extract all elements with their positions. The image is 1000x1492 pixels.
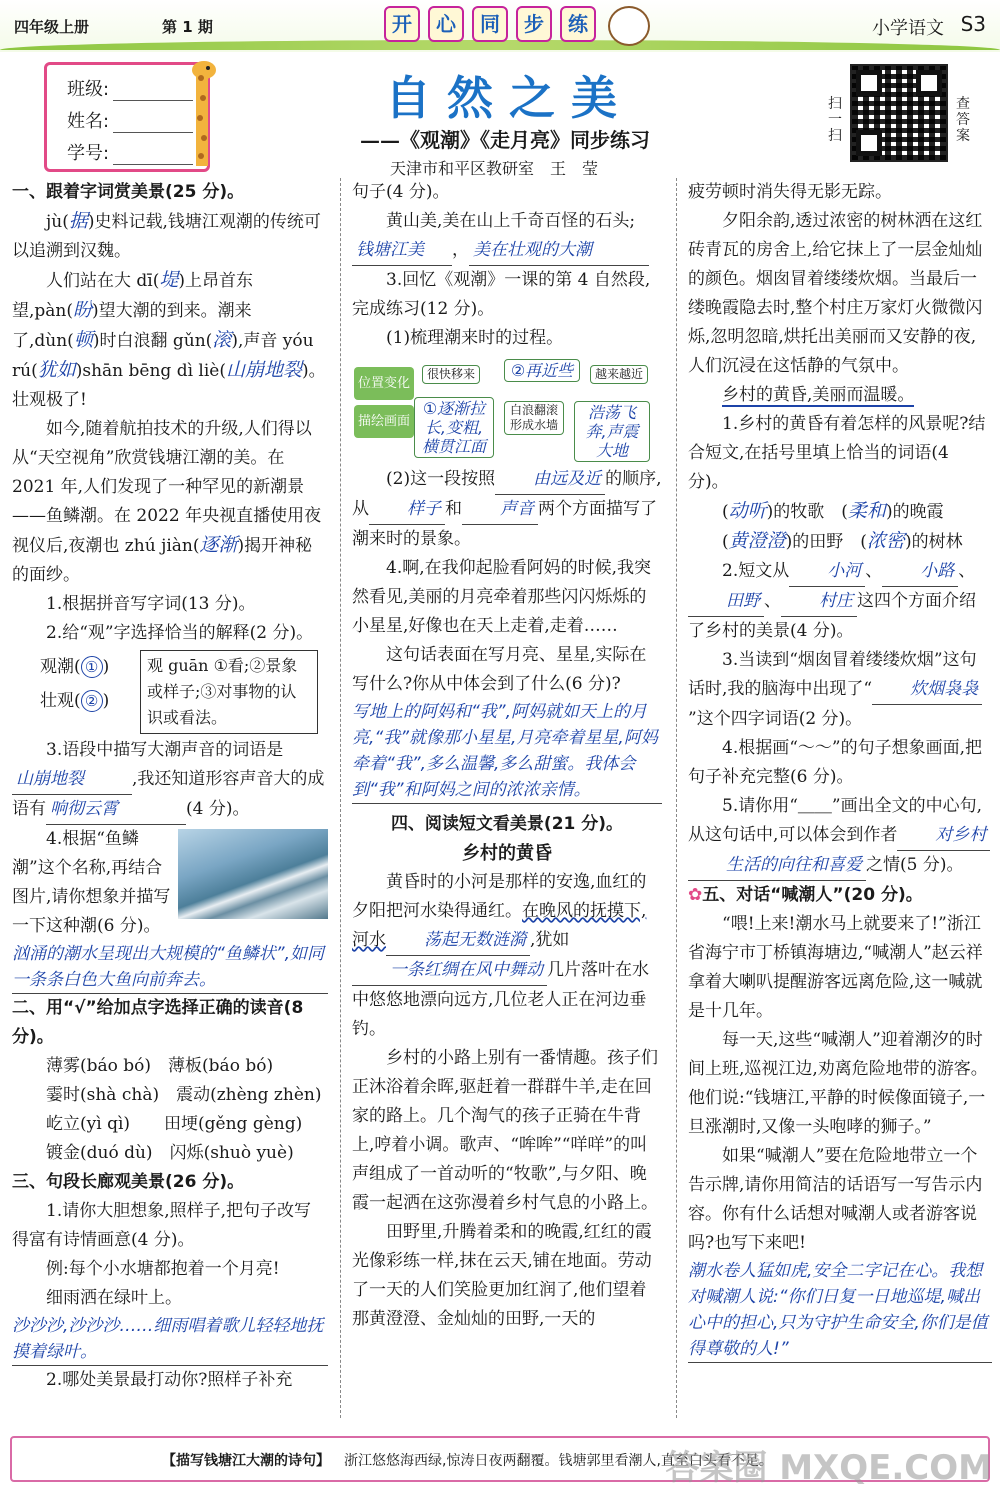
definition-box: 观 guān ①看;②景象或样子;③对事物的认识或看法。 (140, 650, 318, 734)
pronunciation-row: 屹立(yì qì) 田埂(gěng gèng) (46, 1114, 303, 1134)
qr-finder (916, 70, 942, 96)
brand-char: 步 (516, 6, 552, 42)
definition-question (12, 650, 328, 734)
essay-paragraph: 乡村的小路上别有一番情趣。孩子们正沐浴着余晖,驱赶着一群群牛羊,走在回家的路上。几个淘气的孩子正骑在牛背上,哼着小调。歌声、“哞哞”“咩咩”的叫声组成了一首动听的“牧歌”,与夕阳、晚霞一起洒在这弥漫着乡村气息的小路上。 (352, 1048, 658, 1213)
example-sentence: 例:每个小水塘都抱着一个月亮! (46, 1259, 280, 1279)
answer-blank[interactable]: 响彻云霄 (46, 795, 186, 825)
question: 2.哪处美景最打动你?照样子补充 (46, 1370, 293, 1390)
question-blanks: 山崩地裂 ,我还知道形容声音大的成语有 响彻云霄 (4 分)。 (12, 765, 328, 825)
brand-char: 开 (384, 6, 420, 42)
handwritten-answer[interactable]: 黄澄澄 (728, 530, 786, 552)
passage-paragraph: 每一天,这些“喊潮人”迎着潮汐的时间上班,巡视江边,劝离危险地带的游客。他们说:“钱塘江,平静的时候像面镜子,一旦涨潮时,又像一头咆哮的狮子。” (688, 1030, 988, 1137)
class-field (67, 75, 193, 101)
question: 如果“喊潮人”要在危险地带立一个告示牌,请你用简洁的话语写一写告示内容。你有什么话想对喊潮人或者游客说吗?也写下来吧! (688, 1146, 983, 1253)
answer-blank[interactable]: 对乡村 (897, 821, 990, 851)
section-3-heading: 三、句段长廊观美景(26 分)。 (12, 1172, 245, 1192)
answer-blank[interactable]: 村庄 (781, 587, 857, 617)
question: (1)梳理潮来时的过程。 (386, 328, 564, 348)
question: 1.乡村的黄昏有着怎样的风景呢?结合短文,在括号里填上恰当的词语(4 分)。 (688, 414, 986, 492)
passage-paragraph: jù(据)史料记载,钱塘江观潮的传统可以追溯到汉魏。 (12, 210, 321, 261)
column-3 (688, 178, 992, 1363)
question: 1.根据拼音写字词(13 分)。 (46, 594, 256, 614)
qr-finder (856, 130, 882, 156)
author-line: 天津市和平区教研室 王 莹 (390, 159, 599, 178)
passage-paragraph: 人们站在大 dī(堤)上昂首东望,pàn(盼)望大潮的到来。潮来了,dùn(顿)时白浪翻 gǔn(滚),声音 yóu rú(犹如)shān bēng dì liè(山崩地裂)。壮观极了! (12, 269, 326, 410)
handwritten-answer: 堤 (159, 269, 179, 291)
qr-finder (856, 70, 882, 96)
page-title: 自然之美 (385, 71, 633, 125)
column-2 (352, 178, 662, 1334)
section-1-heading: 一、跟着字词赏美景(25 分)。 (12, 182, 245, 202)
circled-answer: ② (81, 690, 103, 712)
choice-list: 观潮( ① ) 壮观( ② ) (40, 657, 110, 711)
id-field (67, 139, 193, 165)
poem-label: 【描写钱塘江大潮的诗句】 (162, 1453, 330, 1469)
question: 4.根据“鱼鳞潮”这个名称,再结合图片,请你想象并描写一下这种潮(6 分)。 (12, 829, 171, 936)
answer-blank[interactable]: 钱塘江美 (352, 236, 452, 266)
question: 3.语段中描写大潮声音的词语是 (46, 740, 284, 760)
handwritten-answer[interactable]: 柔和 (847, 500, 886, 522)
written-answer[interactable]: 潮水卷人猛如虎,安全二字记在心。我想对喊潮人说:“你们日复一日地巡堤,喊出心中的担心,只为守护生命安全,你们是值得尊敬的人!” (688, 1258, 992, 1363)
written-answer[interactable]: 写地上的阿妈和“我”,阿妈就如天上的月亮,“我”就像那小星星,月亮牵着星星,阿妈牵着“我”,多么温馨,多么甜蜜。我体会到“我”和阿妈之间的浓浓亲情。 (352, 699, 662, 804)
passage-paragraph: “喂!上来!潮水马上就要来了!”浙江省海宁市丁桥镇海塘边,“喊潮人”赵云祥拿着大喇叭提醒游客远离危险,这一喊就是十几年。 (688, 914, 983, 1021)
diagram-box: 白浪翻滚形成水墙 (504, 401, 564, 435)
fill-row: (黄澄澄)的田野 (浓密)的树林 (722, 530, 963, 552)
pronunciation-row: 霎时(shà chà) 震动(zhèng zhèn) (46, 1085, 322, 1105)
subject-label: 小学语文 (872, 18, 944, 39)
question: 4.啊,在我仰起脸看阿妈的时候,我突然看见,美丽的月亮牵着那些闪闪烁烁的小星星,好像也在天上走着,走着…… (352, 558, 652, 636)
section-5-heading: ✿五、对话“喊潮人”(20 分)。 (688, 885, 923, 905)
name-label: 姓名: (67, 111, 110, 132)
cow-mascot-icon (608, 6, 650, 46)
answer-blank[interactable]: 荡起无数涟漪 (386, 926, 530, 956)
grade-label: 四年级上册 (14, 18, 90, 36)
example-sentence: 细雨洒在绿叶上。 (46, 1288, 182, 1308)
answer-blank[interactable]: 炊烟袅袅 (872, 675, 982, 705)
written-answer[interactable]: 沙沙沙,沙沙沙……细雨唱着歌儿轻轻地抚摸着绿叶。 (12, 1313, 328, 1366)
question: 2.给“观”字选择恰当的解释(2 分)。 (46, 623, 314, 643)
diagram-box: 浩荡飞奔,声震大地 (574, 401, 650, 462)
essay-paragraph: 田野里,升腾着柔和的晚霞,红红的霞光像彩练一样,抹在云天,铺在地面。劳动了一天的人们笑脸更加红润了,他们望着那黄澄澄、金灿灿的田野,一天的 (352, 1222, 652, 1329)
question: 这句话表面在写月亮、星星,实际在写什么?你从中体会到了什么(6 分)? (352, 645, 647, 694)
answer-blank[interactable]: 声音 (462, 495, 538, 525)
rabbit-icon: ✿ (688, 885, 703, 905)
essay-paragraph: 黄昏时的小河是那样的安逸,血红的夕阳把河水染得通红。在晚风的抚摸下,河水 荡起无数涟漪 ,犹如一条红绸在风中舞动 几片落叶在水中悠悠地漂向远方,几位老人正在河边垂钓。 (352, 872, 649, 1039)
page-header (0, 0, 1000, 52)
handwritten-answer: 盼 (73, 299, 93, 321)
fill-row: (动听)的牧歌 (柔和)的晚霞 (722, 500, 944, 522)
question-blanks: 5.请你用“＿＿”画出全文的中心句,从这句话中,可以体会到作者 对乡村生活的向往和喜爱 之情(5 分)。 (688, 792, 992, 881)
question: 3.回忆《观潮》一课的第 4 自然段,完成练习(12 分)。 (352, 270, 651, 319)
page-subtitle: ——《观潮》《走月亮》同步练习 (360, 128, 650, 152)
answer-blank[interactable]: 由远及近 (495, 465, 605, 495)
brand-char: 心 (428, 6, 464, 42)
question: 4.根据画“～～”的句子想象画面,把句子补充完整(6 分)。 (688, 738, 983, 787)
qr-answer-label: 查答案 (956, 96, 970, 144)
poem-text: 浙江悠悠海西绿,惊涛日夜两翻覆。钱塘郭里看潮人,直至白头看不足。 (344, 1453, 773, 1469)
class-label: 班级: (67, 79, 110, 100)
handwritten-answer: 山崩地裂 (226, 359, 303, 381)
example-sentence: 黄山美,美在山上千奇百怪的石头; (386, 211, 636, 231)
giraffe-icon (182, 58, 222, 174)
watermark: 答案圈 MXQE.COM (665, 1448, 992, 1488)
answer-blank[interactable]: 山崩地裂 (12, 765, 132, 795)
handwritten-answer: 逐渐 (199, 534, 238, 556)
qr-scan-label: 扫一扫 (828, 96, 842, 144)
question: 1.请你大胆想象,照样子,把句子改写得富有诗情画意(4 分)。 (12, 1201, 312, 1250)
essay-title: 乡村的黄昏 (462, 843, 552, 864)
brand-char: 同 (472, 6, 508, 42)
answer-blank[interactable]: 田野 (688, 587, 764, 617)
diagram-box: ①逐渐拉长,变粗,横贯江面 (414, 397, 494, 458)
answer-blank[interactable]: 美在壮观的大潮 (469, 236, 649, 266)
pronunciation-row: 镀金(duó dù) 闪烁(shuò yuè) (46, 1143, 294, 1163)
tide-process-diagram (352, 357, 662, 461)
diagram-box: 越来越近 (590, 365, 648, 384)
answer-blank[interactable]: 样子 (369, 495, 445, 525)
diagram-tag: 位置变化 (354, 367, 414, 400)
diagram-tag: 描绘画面 (354, 405, 414, 438)
question-blanks: 3.当读到“烟囱冒着缕缕炊烟”这句话时,我的脑海中出现了“ 炊烟袅袅”这个四字词语(2 分)。 (688, 646, 992, 734)
essay-paragraph: 疲劳顿时消失得无影无踪。 (688, 182, 892, 202)
qr-code-icon[interactable] (850, 64, 948, 162)
question-blanks: 2.短文从 小河 、 小路 、田野 、 村庄 这四个方面介绍了乡村的美景(4 分)。 (688, 557, 992, 646)
name-field (67, 107, 193, 133)
essay-central-sentence: 乡村的黄昏,美丽而温暖。 (722, 385, 915, 405)
pronunciation-row: 薄雾(báo bó) 薄板(báo bó) (46, 1056, 274, 1076)
diagram-box: ②再近些 (504, 359, 580, 382)
essay-paragraph: 夕阳余韵,透过浓密的树林洒在这红砖青瓦的房舍上,给它抹上了一层金灿灿的颜色。烟囱冒着缕缕炊烟。当最后一缕晚霞隐去时,整个村庄万家灯火微微闪烁,忽明忽暗,烘托出美丽而又安静的夜,人们沉浸在这恬静的气氛中。 (688, 211, 983, 376)
handwritten-answer: 顿 (73, 329, 93, 351)
answer-blank[interactable]: 小河 (789, 557, 865, 587)
circled-answer: ① (81, 656, 103, 678)
question-with-image (12, 825, 328, 941)
brand-char: 练 (560, 6, 596, 42)
issue-label: 第 1 期 (162, 18, 213, 36)
handwritten-answer: 滚 (212, 329, 232, 351)
section-4-heading: 四、阅读短文看美景(21 分)。 (390, 814, 624, 834)
answer-blank[interactable]: 小路 (882, 557, 958, 587)
handwritten-answer[interactable]: 浓密 (866, 530, 905, 552)
question-blanks: (2)这一段按照 由远及近 的顺序,从 样子 和 声音 两个方面描写了潮来时的景象。 (352, 465, 662, 554)
written-answer[interactable]: 汹涌的潮水呈现出大规模的“鱼鳞状”,如同一条条白色大鱼向前奔去。 (12, 941, 328, 994)
column-divider (676, 178, 677, 1418)
answer-blank[interactable]: 生活的向往和喜爱 (688, 851, 866, 881)
handwritten-answer[interactable]: 动听 (728, 500, 767, 522)
section-2-heading: 二、用“√”给加点字选择正确的读音(8 分)。 (12, 998, 304, 1047)
id-label: 学号: (67, 143, 110, 164)
question-continued: 句子(4 分)。 (352, 182, 450, 202)
column-1 (12, 178, 328, 1395)
diagram-box: 很快移来 (422, 365, 480, 384)
handwritten-answer: 据 (68, 210, 88, 232)
answer-line: 钱塘江美 ， 美在壮观的大潮 (352, 236, 662, 266)
passage-paragraph: 如今,随着航拍技术的升级,人们得以从“天空视角”欣赏钱塘江潮的美。在 2021 年,人们发现了一种罕见的新潮景——鱼鳞潮。在 2022 年央视直播使用夜视仪后,夜潮也 zhú jiàn(逐渐)揭开神秘的面纱。 (12, 419, 322, 585)
fish-scale-tide-photo (178, 829, 328, 919)
wavy-underlined-sentence: 在晚风的抚摸下,河水 (352, 901, 647, 950)
handwritten-answer: 犹如 (37, 359, 76, 381)
column-divider (340, 178, 341, 1418)
page-number: S3 (960, 12, 986, 36)
answer-blank[interactable]: 一条红绸在风中舞动 (352, 956, 547, 986)
